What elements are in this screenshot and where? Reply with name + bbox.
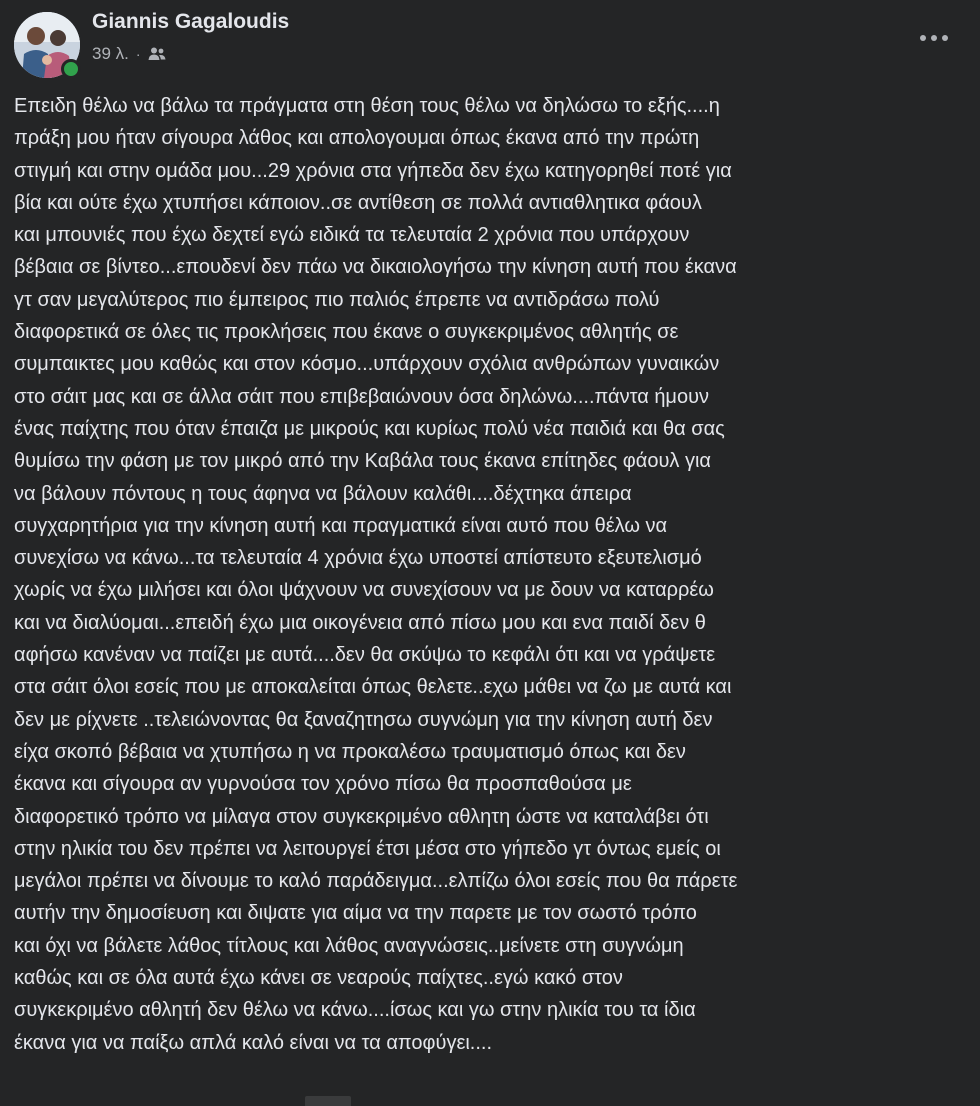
post-meta [92,43,168,65]
post-text: Επειδη θέλω να βάλω τα πράγματα στη θέση τους θέλω να δηλώσω το εξής....η πράξη μου ήταν σίγουρα λάθος και απολογουμαι όπως έκανα από την πρώτη στιγμή και στην ομάδα μου...29 χρόνια στα γήπεδα δεν έχω κατηγορηθεί ποτέ για βία και ούτε έχω χτυπήσει κάποιον..σε αντίθεση σε πολλά αντιαθλητικα φάουλ και μπουνιές που έχω δεχτεί εγώ ειδικά τα τελευταία 2 χρόνια που υπάρχουν βέβαια σε βίντεο...επουδενί δεν πάω να δικαιολογήσω την κίνηση αυτή που έκανα γτ σαν μεγαλύτερος πιο έμπειρος πιο παλιός έπρεπε να αντιδράσω πολύ διαφορετικά σε όλες τις προκλήσεις που έκανε ο συγκεκριμένος αθλητής σε συμπαικτες μου καθώς και στον κόσμο...υπάρχουν σχόλια ανθρώπων γυναικών στο σάιτ μας και σε άλλα σάιτ που επιβεβαιώνουν όσα δηλώνω....πάντα ήμουν ένας παίχτης που όταν έπαιζα με μικρούς και κυρίως πολύ νέα παιδιά και θα σας θυμίσω την φάση με τον μικρό από την Καβάλα τους έκανα επίτηδες φάουλ για να βάλουν πόντους η τους άφηνα να βάλουν καλάθι....δέχτηκα άπειρα συγχαρητήρια για την κίνηση αυτή και πραγματικά είναι αυτό που θέλω να συνεχίσω να κάνω...τα τελευταία 4 χρόνια έχω υποστεί απίστευτο εξευτελισμό χωρίς να έχω μιλήσει και όλοι ψάχνουν να συνεχίσουν να με δουν να καταρρέω και να διαλύομαι...επειδή έχω μια οικογένεια από πίσω μου και ενα παιδί δεν θ αφήσω κανέναν να παίζει με αυτά....δεν θα σκύψω το κεφάλι ότι και να γράψετε στα σάιτ όλοι εσείς που με αποκαλείται όπως θελετε..εχω μάθει να ζω με αυτά και δεν με ρίχνετε ..τελειώνοντας θα ξαναζητησω συγνώμη για την κίνηση αυτή δεν είχα σκοπό βέβαια να χτυπήσω η να προκαλέσω τραυματισμό όπως και δεν έκανα και σίγουρα αν γυρνούσα τον χρόνο πίσω θα προσπαθούσα με διαφορετικό τρόπο να μίλαγα στον συγκεκριμένο αθλητη ώστε να καταλάβει ότι στην ηλικία του δεν πρέπει να λειτουργεί έτσι μέσα στο γήπεδο γτ όντως εμείς οι μεγάλοι πρέπει να δίνουμε το καλό παράδειγμα...ελπίζω όλοι εσείς που θα πάρετε αυτήν την δημοσίευση και διψατε για αίμα να την παρετε με τον σωστό τρόπο και όχι να βάλετε λάθος τίτλους και λάθος αναγνώσεις..μείνετε στη συγνώμη καθώς και σε όλα αυτά έχω κάνει σε νεαρούς παίχτες..εγώ κακό στον συγκεκριμένο αθλητή δεν θέλω να κάνω....ίσως και γω στην ηλικία του τα ίδια έκανα για να παίξω απλά καλό είναι να τα αποφύγει.... [14,95,738,1054]
post-header [12,10,968,74]
bottom-edge-element [305,1096,351,1106]
friends-icon[interactable] [148,46,168,62]
online-status-dot [61,59,81,79]
author-name[interactable]: Giannis Gagaloudis [92,10,290,33]
meta-separator: · [135,46,141,62]
more-options-icon [919,34,949,42]
more-options-button[interactable] [916,24,952,52]
post-timestamp[interactable]: 39 λ. [92,44,129,63]
